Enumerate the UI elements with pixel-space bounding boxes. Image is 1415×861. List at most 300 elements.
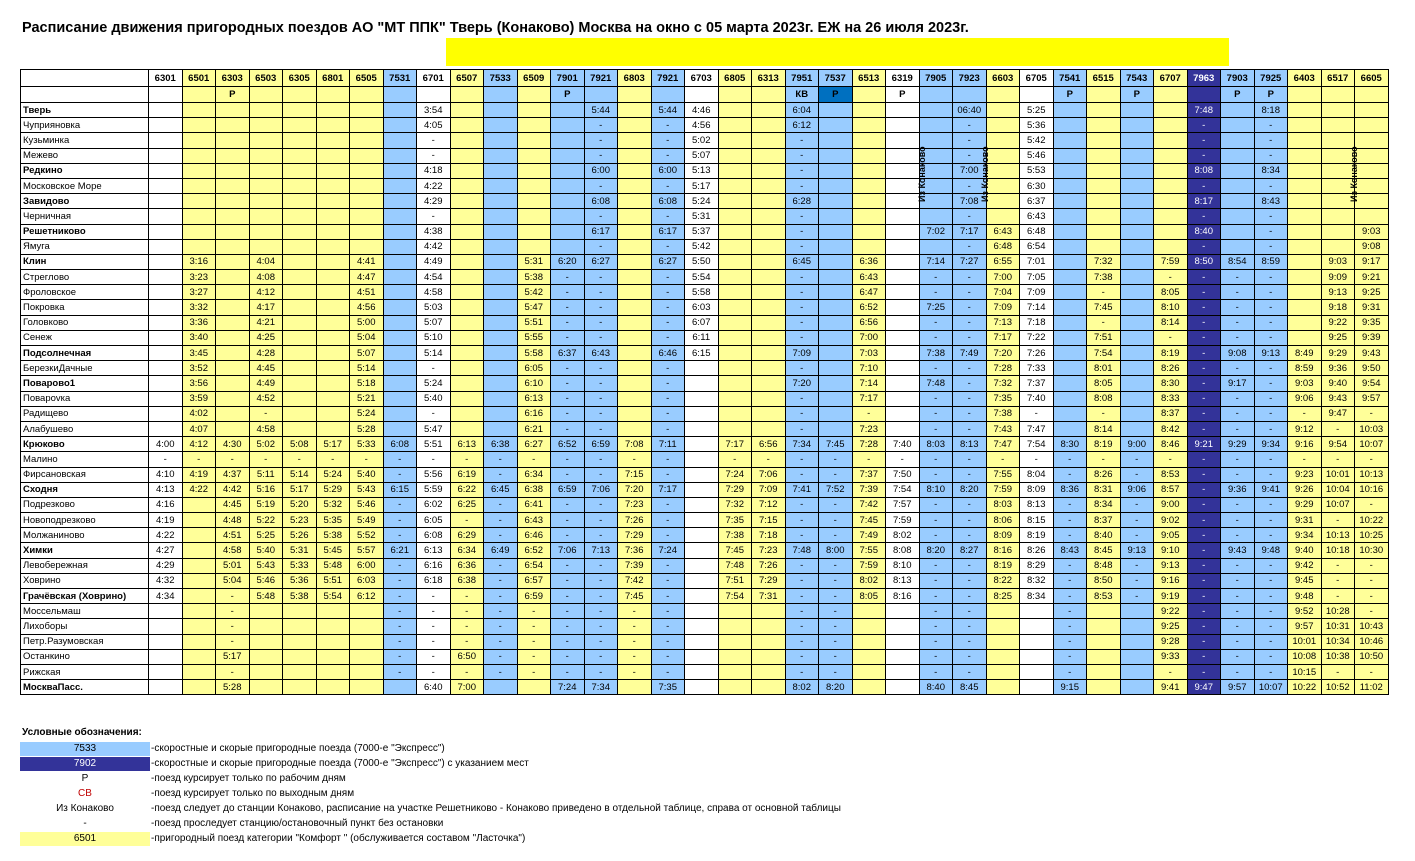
time-cell [350,178,384,193]
time-cell: 5:47 [517,300,551,315]
time-cell [752,270,786,285]
time-cell: 8:08 [1087,391,1121,406]
time-cell [149,209,183,224]
time-cell [316,346,350,361]
time-cell: - [785,634,819,649]
time-cell [283,178,317,193]
time-cell: 7:36 [618,543,652,558]
time-cell [182,148,216,163]
time-cell [752,163,786,178]
time-cell [1288,285,1322,300]
time-cell [383,376,417,391]
time-cell: 5:29 [316,482,350,497]
time-cell: 10:07 [1321,497,1355,512]
time-cell: 6:45 [484,482,518,497]
time-cell: - [551,558,585,573]
time-cell [852,133,886,148]
day-mark [919,87,953,103]
time-cell [283,361,317,376]
station-name: Кузьминка [21,133,149,148]
time-cell: 5:07 [685,148,719,163]
time-cell [852,163,886,178]
time-cell: 7:49 [852,528,886,543]
train-number: 6503 [249,70,283,87]
time-cell: 7:28 [986,361,1020,376]
time-cell: 6:12 [350,589,384,604]
time-cell [216,406,250,421]
time-cell: - [417,209,451,224]
time-cell: 5:50 [685,254,719,269]
time-cell: - [651,270,685,285]
time-cell: - [1221,361,1255,376]
time-cell: - [584,178,618,193]
time-cell: 8:10 [886,558,920,573]
time-cell [316,619,350,634]
time-cell: 8:19 [986,558,1020,573]
time-cell: 6:50 [450,649,484,664]
time-cell [517,224,551,239]
station-row [21,118,1389,133]
time-cell: - [484,589,518,604]
time-cell [1120,680,1154,695]
time-cell: - [450,589,484,604]
legend-desc: -поезд проследует станцию/остановочный пункт без остановки [151,818,444,829]
time-cell [685,497,719,512]
time-cell: 5:37 [685,224,719,239]
time-cell: 9:34 [1288,528,1322,543]
time-cell [517,194,551,209]
time-cell: 7:26 [618,513,652,528]
time-cell: - [182,452,216,467]
time-cell: 10:50 [1355,649,1389,664]
time-cell [182,619,216,634]
time-cell: 7:47 [986,437,1020,452]
time-cell: 4:16 [149,497,183,512]
time-cell [1087,178,1121,193]
time-cell: - [1087,315,1121,330]
train-number: 6801 [316,70,350,87]
station-row [21,543,1389,558]
time-cell: - [584,406,618,421]
station-row [21,194,1389,209]
time-cell: - [785,391,819,406]
time-cell: 8:02 [886,528,920,543]
time-cell: 5:36 [283,573,317,588]
time-cell [517,239,551,254]
corner-cell [21,87,149,103]
time-cell [216,118,250,133]
day-mark [450,87,484,103]
time-cell [718,664,752,679]
time-cell: 5:04 [216,573,250,588]
time-cell: 4:58 [249,421,283,436]
time-cell [685,634,719,649]
time-cell [450,148,484,163]
time-cell [685,619,719,634]
time-cell: 9:23 [1288,467,1322,482]
day-mark [182,87,216,103]
time-cell [450,391,484,406]
legend-key: 7902 [20,757,150,771]
time-cell [718,376,752,391]
time-cell [718,254,752,269]
time-cell: - [819,467,853,482]
time-cell [718,133,752,148]
station-name: Радищево [21,406,149,421]
time-cell [752,361,786,376]
day-mark [316,87,350,103]
time-cell [886,619,920,634]
train-number: 7531 [383,70,417,87]
time-cell [819,406,853,421]
time-cell [450,270,484,285]
time-cell: 7:14 [1020,300,1054,315]
time-cell: - [450,604,484,619]
time-cell [1120,604,1154,619]
time-cell: 7:49 [953,346,987,361]
time-cell [149,361,183,376]
time-cell: 5:53 [1020,163,1054,178]
time-cell: 7:57 [886,497,920,512]
station-row [21,664,1389,679]
time-cell: 8:09 [1020,482,1054,497]
time-cell: - [819,497,853,512]
time-cell: - [953,452,987,467]
time-cell [216,254,250,269]
time-cell [1120,209,1154,224]
time-cell [182,497,216,512]
time-cell [1053,163,1087,178]
time-cell: - [1221,421,1255,436]
time-cell [886,270,920,285]
time-cell: 8:04 [1020,467,1054,482]
day-mark: Р [886,87,920,103]
time-cell: 4:22 [417,178,451,193]
time-cell: - [651,391,685,406]
time-cell: 7:23 [852,421,886,436]
station-row [21,178,1389,193]
time-cell [819,270,853,285]
time-cell [819,239,853,254]
time-cell [283,239,317,254]
time-cell: - [417,589,451,604]
train-number: 6303 [216,70,250,87]
time-cell: 6:03 [350,573,384,588]
time-cell: - [216,619,250,634]
time-cell: - [785,315,819,330]
time-cell: 7:17 [718,437,752,452]
time-cell: 8:02 [852,573,886,588]
time-cell: - [785,649,819,664]
time-cell: - [1254,270,1288,285]
time-cell [484,224,518,239]
time-cell [182,163,216,178]
time-cell [484,285,518,300]
time-cell [718,680,752,695]
time-cell [350,634,384,649]
train-number: 6305 [283,70,317,87]
legend-row [20,801,920,816]
time-cell [1288,178,1322,193]
train-number: 7541 [1053,70,1087,87]
time-cell [283,315,317,330]
time-cell: - [584,513,618,528]
time-cell: 9:00 [1120,437,1154,452]
station-row [21,133,1389,148]
from-konakovo-label: Из Конаково [1349,146,1359,202]
time-cell: - [1355,664,1389,679]
time-cell [383,421,417,436]
time-cell [1087,239,1121,254]
time-cell: - [1221,285,1255,300]
time-cell: - [785,452,819,467]
time-cell [149,118,183,133]
time-cell [886,391,920,406]
time-cell [216,421,250,436]
time-cell: - [283,452,317,467]
time-cell [685,361,719,376]
time-cell: 4:18 [417,163,451,178]
time-cell: 7:00 [953,163,987,178]
time-cell: - [1288,452,1322,467]
time-cell: - [1187,406,1221,421]
time-cell [886,361,920,376]
time-cell [685,482,719,497]
time-cell [484,239,518,254]
time-cell: 7:38 [986,406,1020,421]
time-cell [819,103,853,118]
time-cell [1321,209,1355,224]
time-cell: 9:05 [1154,528,1188,543]
time-cell: - [953,589,987,604]
time-cell: - [1187,543,1221,558]
time-cell: 5:48 [249,589,283,604]
time-cell: 7:45 [819,437,853,452]
time-cell: 6:16 [417,558,451,573]
time-cell [383,224,417,239]
time-cell: - [1053,589,1087,604]
time-cell [1288,209,1322,224]
station-row [21,589,1389,604]
time-cell: 7:14 [919,254,953,269]
time-cell: - [785,619,819,634]
train-number: 6703 [685,70,719,87]
time-cell: 4:30 [216,437,250,452]
time-cell [852,649,886,664]
day-mark: Р [1221,87,1255,103]
time-cell: - [785,573,819,588]
time-cell: - [651,619,685,634]
time-cell: 9:17 [1221,376,1255,391]
time-cell [1288,270,1322,285]
time-cell: - [953,558,987,573]
time-cell [316,209,350,224]
time-cell: 5:07 [417,315,451,330]
time-cell [819,224,853,239]
time-cell: - [1254,133,1288,148]
time-cell [149,285,183,300]
time-cell: 5:54 [685,270,719,285]
time-cell [517,178,551,193]
time-cell: - [953,421,987,436]
time-cell [249,194,283,209]
time-cell: - [651,300,685,315]
time-cell [1120,649,1154,664]
station-name: Химки [21,543,149,558]
time-cell [852,224,886,239]
time-cell [852,664,886,679]
time-cell: 10:22 [1288,680,1322,695]
time-cell [283,406,317,421]
time-cell: 6:20 [551,254,585,269]
time-cell [249,163,283,178]
time-cell: - [1087,285,1121,300]
time-cell: - [1154,330,1188,345]
time-cell [283,604,317,619]
time-cell: 7:17 [986,330,1020,345]
time-cell [484,346,518,361]
time-cell: - [484,664,518,679]
time-cell: 8:19 [1154,346,1188,361]
time-cell [1355,163,1389,178]
time-cell [1120,664,1154,679]
train-number: 6805 [718,70,752,87]
time-cell [182,604,216,619]
time-cell: 7:59 [986,482,1020,497]
time-cell [517,118,551,133]
time-cell: 8:18 [1254,103,1288,118]
time-cell: 8:03 [986,497,1020,512]
time-cell [819,148,853,163]
time-cell [283,346,317,361]
time-cell [886,285,920,300]
time-cell: 9:17 [1355,254,1389,269]
time-cell [819,163,853,178]
time-cell: 7:35 [651,680,685,695]
time-cell [484,133,518,148]
time-cell: - [953,285,987,300]
time-cell [149,315,183,330]
time-cell: - [1187,391,1221,406]
time-cell: 6:59 [551,482,585,497]
time-cell: - [517,634,551,649]
time-cell: 5:38 [283,589,317,604]
time-cell [149,103,183,118]
time-cell: 7:59 [886,513,920,528]
time-cell: 8:46 [1154,437,1188,452]
time-cell: 7:26 [752,558,786,573]
station-name: Стреглово [21,270,149,285]
time-cell: 8:59 [1254,254,1288,269]
time-cell [1053,270,1087,285]
time-cell [718,406,752,421]
time-cell [718,118,752,133]
time-cell: - [551,634,585,649]
time-cell: - [785,558,819,573]
time-cell [517,680,551,695]
time-cell: - [1187,467,1221,482]
time-cell [216,178,250,193]
time-cell: - [551,330,585,345]
time-cell [350,664,384,679]
time-cell: 3:36 [182,315,216,330]
time-cell [383,315,417,330]
time-cell: 6:21 [517,421,551,436]
time-cell [149,148,183,163]
time-cell: - [953,239,987,254]
time-cell: 5:45 [316,543,350,558]
day-mark: Р [216,87,250,103]
time-cell: 6:46 [651,346,685,361]
time-cell: - [1254,634,1288,649]
time-cell [886,300,920,315]
time-cell [718,270,752,285]
time-cell [1288,224,1322,239]
time-cell: 6:49 [484,543,518,558]
time-cell: 3:40 [182,330,216,345]
time-cell: 10:16 [1355,482,1389,497]
time-cell: - [484,634,518,649]
time-cell: 4:29 [149,558,183,573]
time-cell: 4:10 [149,467,183,482]
time-cell: 7:06 [551,543,585,558]
time-cell [1087,163,1121,178]
day-mark [517,87,551,103]
time-cell: 4:48 [216,513,250,528]
time-cell [618,163,652,178]
time-cell: - [551,619,585,634]
time-cell [149,163,183,178]
time-cell [551,178,585,193]
time-cell: 7:55 [852,543,886,558]
time-cell: - [953,497,987,512]
time-cell [1053,285,1087,300]
legend-key: 6501 [20,832,150,846]
time-cell [1355,194,1389,209]
time-cell [752,148,786,163]
time-cell [216,315,250,330]
time-cell: 7:48 [718,558,752,573]
time-cell: - [651,513,685,528]
time-cell: 6:43 [517,513,551,528]
time-cell: 5:25 [249,528,283,543]
time-cell: 5:43 [350,482,384,497]
time-cell [886,315,920,330]
time-cell: - [1254,649,1288,664]
time-cell: 5:18 [350,376,384,391]
time-cell [1154,239,1188,254]
train-number-row [21,70,1389,87]
time-cell: 8:27 [953,543,987,558]
time-cell: 7:39 [852,482,886,497]
time-cell [718,163,752,178]
time-cell [450,346,484,361]
time-cell [1053,224,1087,239]
time-cell: 4:58 [216,543,250,558]
time-cell: 6:00 [584,163,618,178]
station-row [21,467,1389,482]
time-cell [718,421,752,436]
time-cell [484,163,518,178]
time-cell: 9:40 [1288,543,1322,558]
time-cell [350,619,384,634]
time-cell: - [383,664,417,679]
time-cell: 5:38 [316,528,350,543]
time-cell [484,103,518,118]
time-cell [1053,254,1087,269]
time-cell: 5:00 [350,315,384,330]
time-cell: 7:25 [919,300,953,315]
